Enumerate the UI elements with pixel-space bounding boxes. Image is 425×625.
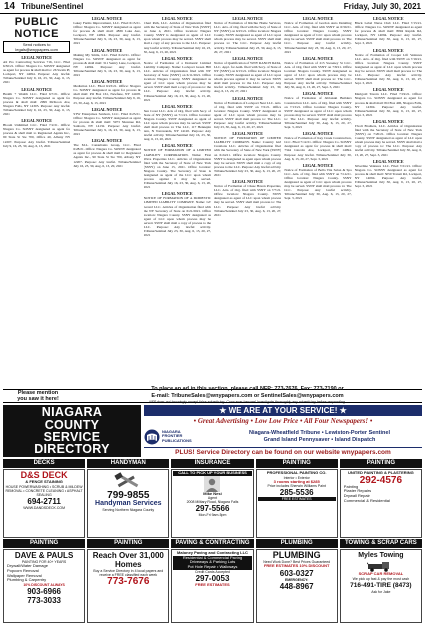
list-item: Commercial & Residential (343, 497, 390, 503)
legal-notice (214, 179, 281, 217)
category-painting: PAINTING (87, 539, 169, 548)
legal-notice-body: Alt Pro Contracting Services 716, LLC. Filed 6/30/21. Office: Niagara Co. SOSNY designated as agent for process & shall mail to: 26 Swain Pl, Lockport, NY 14094. Purpose: Any lawful. Tribune/Sentinel July 9, 16, 23, 30, Aug. 6, 13, 2021 (3, 60, 71, 85)
legal-notice-body: Health + Wealth LLC. Filed 6/7/21. Office: Niagara Co. SOSNY designated as agent for process & shall mail: 2999 McKoon Ave, Niagara Falls, NY 14305. Purpose: Any lawful. Tribune/Sentinel July 9, 16, 23, 30, Aug. 6, 13, 2021 (3, 91, 71, 117)
list-item: Pot Hole Repair • Walkways (187, 564, 238, 570)
legal-column (144, 16, 211, 388)
legal-notice-body: NOTICE OF FORMATION OF LIMITED LIABILITY COMPANY. Name: Country Girl Creations LLC. Articles of Organization filed with the Secretary of State of New York (SSNY) on 6/24/21. Office location: Niagara County. SSNY is designated as agent upon whom process may be served. SSNY shall mail a copy of any process to the LLC. Purpose: Any lawful activity. Tribune/Sentinel July 23, 30, Aug. 6, 13, 20, 27, 2021 (213, 136, 282, 177)
ad-emergency: EMERGENCY: (284, 577, 309, 582)
ad-subtitle: Buy a Service Directory in 4 local papers and receive a FREE classified each week (93, 569, 164, 577)
category-painting: PAINTING (340, 459, 422, 468)
ad-hours: Mon-Fri 9am-5pm (198, 513, 227, 518)
legal-notice-body: Notice of Formation of Jablonski Builders Construction LLC. Arts. of Org. filed with SSNY on 7/13/21. Office location: Niagara County. SSNY designated as agent of LLC upon whom process may be served. SSNY shall mail process to: The LLC. Purpose: Any lawful activity. Tribune/Sentinel July 30, Aug. 6, 13, 20, 27, Sept. 3, 2021 (284, 96, 352, 130)
legal-column (73, 16, 140, 388)
legal-notice (284, 16, 351, 54)
legal-notice-title: LEGAL NOTICE (302, 131, 334, 137)
ad-reach-homes[interactable] (87, 549, 169, 623)
legal-notice-body: Notice of Formation of Lockport Nest LLC. Arts. of Org. filed with SSNY on 7/2/21. Office location: Niagara County. SSNY designated as agent of LLC upon whom process may be served. SSNY shall mail process to: The LLC. Purpose: Any lawful activity. Tribune/Sentinel July 23, 30, Aug. 6, 13, 20, 27, 2021 (213, 100, 282, 130)
directory-title-line: COUNTY (44, 417, 100, 432)
legal-notice-body: Notice of Formation of Ritchie Home Services, LLC. Arts. of Org. filed with the Secy of State of NY (SSNY) on 6/25/21. Office location: Niagara County. SSNY designated as agent of LLC upon whom process may be served. SSNY shall mail process to: The LLC. Purpose: Any lawful activity. Tribune/Sentinel July 23, 30, Aug. 6, 13, 20, 27, 2021 (213, 21, 282, 54)
agent-name: Mike Nesi (203, 490, 222, 496)
ad-phone: 773-7676 (107, 576, 150, 587)
ad-name: Handyman Services (95, 500, 162, 507)
paper-list (217, 430, 422, 444)
paper-name: Tribune/Sentinel (21, 2, 84, 11)
legal-notice-body: NOTICE OF FORMATION OF A LIMITED LIABILITY CORPORATION. Name: First Wave Properties LLC. Articles of Organization filed with the Secretary of State of New York (SSNY) on June 15, 2021. Office location: Niagara County. The Secretary of State is designated as agent of the LLC upon whom process against it may be served. Tribune/Sentinel July 16, 23, 30, Aug. 6, 13, 20, 2021 (143, 148, 211, 190)
ad-free: FREE ESTIMATES (195, 581, 230, 587)
legal-notice (3, 55, 70, 85)
papers-row (144, 426, 422, 448)
ad-headline: Reach Over 31,000 Homes (92, 551, 164, 569)
legal-notice-title: LEGAL NOTICE (302, 55, 334, 61)
legal-notice-title: LEGAL NOTICE (373, 158, 404, 164)
website-note[interactable]: PLUS! Service Directory can be found on our website wnypapers.com (175, 449, 391, 456)
legal-notice (73, 138, 140, 168)
ad-line: 3 rooms starting at $285 (273, 478, 320, 484)
category-painting: PAINTING (256, 459, 338, 468)
ad-note: FREE ESTIMATES (258, 497, 336, 501)
legal-notice-title: LEGAL NOTICE (373, 118, 404, 124)
list-item: Wallpaper Removal (7, 572, 42, 578)
category-towing: TOWING & SCRAP CARS (340, 539, 422, 548)
ad-name: UNITED PAINTING & PLASTERING (348, 470, 414, 475)
ad-phone: 694-2711 (27, 496, 61, 506)
list-item: Driveways & Parking Lots (189, 559, 236, 565)
directory-title (3, 405, 141, 457)
ad-service-list (5, 564, 83, 583)
legal-notice-title: LEGAL NOTICE (162, 16, 193, 21)
contact-fine-print: NFP does not knowingly accept false advertising. Consumer beware! Investigate thoroughly any advertising before responding. (149, 400, 346, 405)
nfp-logo (144, 429, 214, 445)
legal-notice-title: LEGAL NOTICE (373, 16, 404, 21)
waterfall-logo-icon (144, 429, 160, 445)
legal-notice-body: The M.L. Consultants Group, LLC. Filed 6/28/21. Office: Niagara Co. SOSNY designated as agent for process & shall mail to: Registered Agents Inc., 90 State St Ste 700, Albany NY 12207. Purpose: Any lawful. Tribune/Sentinel July 16, 23, 30, Aug. 6, 13, 20, 2021 (73, 143, 141, 168)
directory-title-line: NIAGARA (41, 405, 103, 420)
ad-name: Myles Towing (358, 552, 404, 559)
contact-phone-line: To place an ad in this section, please call NFP: 773-7676, Fax: 773-7190 or (151, 386, 344, 393)
legal-notice (355, 159, 422, 189)
ad-myles-towing[interactable] (340, 549, 422, 623)
advertise-tagline: • Great Advertising • Low Low Price • All Four Newspapers! • (193, 417, 373, 425)
legal-notice (73, 107, 140, 137)
ad-note: Credit Cards Accepted (194, 569, 230, 574)
legal-notice (144, 104, 211, 142)
ad-phone: 716-491-TIRE (8473) (350, 581, 412, 589)
contact-bar (3, 386, 422, 405)
legal-notice-body: Notice of Formation of Key Creek Construction, LLC. Filed 7/12/21. Office: Niagara Co. SOSNY designated as agent for process & shall mail: 7344 Lincoln Ave, Lockport, NY 14094. Purpose: Any lawful. Tribune/Sentinel July 30, Aug. 6, 13, 20, 27, Sept. 3, 2021 (284, 136, 352, 161)
list-item: Drywall Repair (343, 493, 370, 499)
ad-name: PROFESSIONAL PAINTING CO. (266, 470, 327, 475)
ad-name: PLUMBING (272, 550, 321, 560)
page-header (0, 0, 425, 14)
legal-notice-title: LEGAL NOTICE (373, 47, 404, 53)
mention-tag (3, 390, 73, 402)
logo-line: PUBLICATIONS (162, 437, 192, 443)
advertise-heading: ★ WE ARE AT YOUR SERVICE! ★ (144, 405, 422, 416)
legal-notice-title: LEGAL NOTICE (302, 91, 334, 97)
legal-notice (355, 48, 422, 86)
ad-insurance[interactable] (171, 469, 253, 538)
legal-notice-title: LEGAL NOTICE (232, 55, 263, 61)
legal-notice-title: LEGAL NOTICE (162, 143, 193, 149)
legal-notice (144, 191, 211, 237)
ad-subtitle: Need Work Done? Best Prices Guaranteed (263, 560, 331, 564)
logo-line: NIAGARA (162, 428, 181, 434)
ad-contact-name: Ask for Jake (371, 589, 391, 594)
directory-banner (3, 405, 422, 457)
legal-notice (284, 91, 351, 129)
tools-icon (113, 471, 143, 491)
legal-notice-body: Notice of Formation of Cooper Lift Ventures LLC. Arts. of Org. filed with SSNY on 7/16/21. Office location: Niagara County. SSNY designated as agent of LLC upon whom process may be served. SSNY shall mail process to: The LLC. Purpose: Any lawful activity. Tribune/Sentinel July 30, Aug. 6, 13, 20, 27, Sept. 3, 2021 (354, 52, 422, 86)
legal-notice-title: LEGAL NOTICE (91, 79, 123, 85)
list-item: Drywall/Water Damage (7, 563, 48, 568)
legal-notice (214, 131, 281, 177)
category-paving: PAVING & CONTRACTING (171, 539, 253, 548)
legal-notice-body: Mediation LLC. Filed 6/23/21. Office: Niagara Co. SOSNY designated as agent for process & shall mail: PO Box 161, Newfane, NY 14108. Purpose: Any lawful. Tribune/Sentinel July 9, 16, 23, 30, Aug. 6, 13, 2021 (73, 84, 141, 105)
legal-notice-body: Silverline Ventures LLC. Filed 7/21/21. Office: Niagara Co. SOSNY designated as agent for process & shall mail: 5050 Transit Rd, Lockport, NY 14094. Purpose: Any lawful. Tribune/Sentinel July 30, Aug. 6, 13, 20, 27, Sept. 3, 2021 (354, 163, 422, 189)
ad-deck-staining[interactable] (3, 469, 85, 538)
legal-notice-body: Notice of Formation of Gordon Auto Detailing LLC. Arts. of Org. filed with SSNY on 6/30/21. Office location: Niagara County. SSNY designated as agent of LLC upon whom process may be served. SSNY shall mail process to: The LLC. Purpose: Any lawful activity. Tribune/Sentinel July 23, 30, Aug. 6, 13, 20, 27, 2021 (284, 21, 352, 54)
legal-notice (214, 96, 281, 130)
ad-plumbing[interactable] (256, 549, 338, 623)
contact-email-line[interactable]: E-mail: TribuneSales@wnypapers.com or SentinelSales@wnypapers.com (151, 392, 344, 399)
ad-phone: 297-5566 (195, 504, 230, 514)
contact-info (73, 386, 422, 406)
legal-notice-title: LEGAL NOTICE (91, 47, 123, 53)
list-item: Residential & Commercial Paving (182, 554, 243, 560)
category-painting: PAINTING (3, 539, 85, 548)
legal-notice-title: LEGAL NOTICE (302, 16, 334, 21)
ad-line: Price includes Sherwin Williams Paint (267, 484, 326, 489)
category-plumbing: PLUMBING (256, 539, 338, 548)
ad-line: Interior • Exterior (283, 475, 310, 480)
legal-notice (284, 56, 351, 90)
category-insurance: INSURANCE (171, 459, 253, 468)
ad-phone: 292-4576 (359, 474, 403, 486)
ad-phone: 603-0327 (279, 568, 314, 578)
ad-line: We pick up fast & pay the most cash (352, 576, 410, 581)
legal-notice-body: Black Label Nurse Club LLC. Filed 7/15/21. Office: Niagara Co. SOSNY designated as agent for process & shall mail: 8094 Rapids Rd, Lockport, NY 14094. Purpose: Any lawful. Tribune/Sentinel July 30, Aug. 6, 13, 20, 27, Sept. 3, 2021 (354, 21, 422, 46)
legal-notice-title: LEGAL NOTICE (232, 179, 263, 185)
legal-notice (3, 118, 70, 148)
service-directory-grid (3, 459, 422, 623)
legal-notice-body: Chart Path, LLC. Articles of Organization filed with the Secretary of State of New York (SSNY) on June 4, 2021. Office location: Niagara County. SSNY is designated as agent of LLC upon whom process may be served. SSNY shall mail a copy of any process to the LLC. Purpose: Any lawful activity. Tribune/Sentinel July 16, 23, 30, Aug. 6, 13, 20, 2021 (143, 21, 211, 54)
legal-notice-body: Notice of Formation of a Domestic Limited Liability Company. Name: Lockport Green Hill LLC. Articles of Organization filed with NY Secretary of State (SSNY) on 6/11/2021. Office location: Niagara County. SSNY designated as agent of LLC upon whom process may be served. SSNY shall mail a copy of process to: the LLC. Purpose: Any lawful activity. Tribune/Sentinel July 16, 23, 30, Aug. 6, 13, 20, 2021 (143, 60, 211, 102)
legal-notice (144, 16, 211, 54)
list-item: Popcorn Removal (7, 567, 39, 573)
legal-notice (355, 16, 422, 46)
legal-notice-title: LEGAL NOTICE (232, 16, 263, 21)
legal-notice-title: LEGAL NOTICE (232, 131, 263, 137)
legal-notice-body: Notice of Formation of Chase Haven Properties, LLC. Arts. of Org. filed with SSNY on 7/7/21. Office location: Niagara County. SSNY designated as agent of LLC upon whom process may be served. SSNY shall mail process to: The LLC. Purpose: Any lawful activity. Tribune/Sentinel July 23, 30, Aug. 6, 13, 20, 27, 2021 (213, 184, 282, 217)
ad-service-list (173, 556, 251, 570)
ad-service-list (342, 485, 420, 504)
legal-notice-body: Sun Coast LLC. Arts of Org. filed with Secy. of State of NY (SSNY) on 7/1/21. Office location: Niagara County. SSNY designated as agent of LLC upon whom process may be served. SSNY shall mail process to: The LLC, 117 Hennepin Ave, N Tonawanda, NY 14120. Purpose: Any lawful activity. Tribune/Sentinel July 16, 23, 30, Aug. 6, 13, 20, 2021 (143, 108, 211, 142)
legal-notice-body: NOTICE OF FORMATION OF A DOMESTIC LIMITED LIABILITY COMPANY. Name: GT Gravel LLC. Articles of Organization filed with the NY Secretary of State on 6/21/2021. Office location: Niagara County. SSNY designated as agent of LLC upon whom process may be served. SSNY shall mail a copy of process to the LLC. Purpose: Any lawful activity. Tribune/Sentinel July 23, 30, Aug. 6, 13, 20, 27, 2021 (143, 196, 211, 238)
list-item: Painting (343, 483, 359, 489)
legal-notice-body: Tivoli Brothers, LLC. Articles of Organization filed with the Secretary of State of New York (SSNY) on 7/20/21. Office location: Niagara County. SSNY designated as agent of LLC upon whom process may be served. SSNY shall mail a copy of process to: The LLC. Purpose: Any lawful activity. Tribune/Sentinel July 30, Aug. 6, 13, 20, 27, Sept. 3, 2021 (354, 123, 422, 157)
ad-phone: 799-9855 (107, 490, 150, 501)
advertise-box (141, 405, 422, 457)
ad-name: DAVE & PAULS (14, 551, 74, 560)
ad-name: Maloney Paving and Contracting LLC (177, 550, 248, 555)
legal-notice-title: LEGAL NOTICE (91, 106, 123, 112)
legal-notice-body: Bloom Unlimited LLC. Filed 7/2/21. Office: Niagara Co. SOSNY designated as agent for process & shall mail to Registered Agents Inc., 90 State St Ste 700, Office 40, Albany NY 12207. Purpose: Any lawful. Tribune/Sentinel July 9, 16, 23, 30, Aug. 6, 13, 2021 (3, 123, 71, 148)
ad-subtitle: & FENCE STAINING (25, 479, 63, 484)
legal-notice-title: LEGAL NOTICE (21, 55, 52, 60)
public-notice-title: PUBLIC NOTICE (14, 16, 59, 40)
legal-notice-body: Making My Smile, LLC. Filed 6/22/21. Office: Niagara Co. SOSNY designated as agent for process & shall mail: 311 Sentry Lane, Lockport, NY 14094. Purpose: Any lawful. Tribune/Sentinel July 9, 16, 23, 30, Aug. 6, 13, 2021 (73, 52, 141, 78)
ad-maloney-paving[interactable] (171, 549, 253, 623)
legal-column (214, 16, 281, 388)
legal-notice (355, 119, 422, 157)
ad-phone: 448-8967 (279, 581, 314, 591)
legal-column (3, 16, 70, 388)
ad-dave-pauls-painting[interactable] (3, 549, 85, 623)
ad-phone: 297-0053 (195, 573, 230, 583)
agent-title: Agent (207, 496, 218, 501)
agent-photo-icon (204, 476, 220, 492)
list-item: Plaster Repairs (343, 488, 372, 494)
legal-notice-title: LEGAL NOTICE (162, 191, 193, 197)
legal-notice-title: LEGAL NOTICE (302, 162, 334, 168)
legal-notice-title: LEGAL NOTICE (91, 16, 123, 21)
ad-website[interactable]: WWW.DANDSDECK.COM (23, 505, 65, 510)
legal-notice-title: LEGAL NOTICE (232, 95, 263, 101)
legal-notice (284, 131, 351, 161)
agent-address: 2008 Military Road, Niagara Falls (186, 500, 239, 505)
legal-notice-body: Notice of Qualification of WNY RANCH DATA, LLC. Appl. for Auth. filed with Secy. of State of NY (SSNY) on 6/15/21. Office location: Niagara County. SSNY designated as agent of LLC upon whom process against it may be served. SSNY shall mail process to: the LLC. Purpose: Any lawful activity. Tribune/Sentinel July 23, 30, Aug. 6, 13, 20, 27, 2021 (213, 60, 282, 94)
ad-services: HOUSE POWERWASHING • SCRUB & MILDEW REMOVAL • CONCRETE CLEANING • ASPHALT SEALING (5, 484, 83, 497)
ad-phone: 773-3033 (27, 596, 61, 606)
legal-notice-body: Marigold Tavern LLC. Filed 7/19/21. Office: Niagara Co. SOSNY designated as agent for process & shall mail: PO Box 406, Niagara Falls, NY 14304. Purpose: Any lawful. Tribune/Sentinel July 30, Aug. 6, 13, 20, 27, Sept. 3, 2021 (354, 92, 422, 117)
legal-notice (144, 143, 211, 189)
legal-notice (144, 56, 211, 102)
legal-notices-section (3, 16, 422, 388)
legal-notice (73, 16, 140, 46)
legal-notice-title: LEGAL NOTICE (21, 86, 52, 92)
legal-notice-title: LEGAL NOTICE (373, 87, 404, 93)
legal-notice-title: LEGAL NOTICE (21, 118, 52, 124)
ad-phone: 903-6966 (27, 587, 61, 597)
category-decks: DECKS (3, 459, 85, 468)
ad-professional-painting[interactable] (256, 469, 338, 538)
page-number: 14 (4, 1, 16, 12)
mention-line-2: you saw it here! (17, 396, 59, 402)
directory-title-line: SERVICE (43, 430, 101, 444)
legal-notice (284, 163, 351, 201)
ad-phone: 285-5536 (279, 488, 314, 498)
legal-notice-body: Lakey Farms Improvement, LLC. Filed 6/15/21. Office: Niagara Co. SOSNY designated as agent for process & shall mail: 4836 Lake Ave, Lockport, NY 14094. Purpose: Any lawful. Tribune/Sentinel July 9, 16, 23, 30, Aug. 6, 13, 2021 (73, 21, 141, 46)
list-item: Plumbing & Carpentry (7, 577, 47, 583)
paper-list-line: Grand Island Pennysaver • Island Dispatch (263, 436, 376, 443)
legal-column (284, 16, 351, 388)
directory-title-line: DIRECTORY (34, 442, 110, 457)
legal-notice (3, 87, 70, 117)
legal-notice-title: LEGAL NOTICE (162, 55, 193, 61)
legal-column (355, 16, 422, 388)
legal-notice (214, 56, 281, 94)
legal-notice (355, 87, 422, 117)
legal-notice (73, 48, 140, 78)
ad-note: 10% DISCOUNT ALWAYS (23, 583, 65, 588)
category-handyman: HANDYMAN (87, 459, 169, 468)
ad-name: D&S DECK (20, 470, 68, 480)
public-notice-email: Send notices to legals@wnypapers.com (3, 41, 70, 53)
mention-line-1: Please mention (17, 390, 59, 396)
legal-notice-title: LEGAL NOTICE (162, 103, 193, 109)
ad-subtitle: SCRAP CAR REMOVAL (358, 571, 404, 576)
legal-notice (73, 79, 140, 104)
ad-note: FREE ESTIMATES 10% DISCOUNT (263, 563, 330, 568)
legal-notice-title: LEGAL NOTICE (91, 138, 123, 144)
logo-line: FRONTIER (162, 433, 183, 439)
ad-subtitle: Serving Northern Niagara County (102, 508, 155, 512)
ad-subtitle: PAINTING FOR 40+ YEARS (21, 560, 67, 564)
legal-notice-body: STW Enterprises Sanborn, LLC. Filed 6/23/21. Office: Niagara Co. SOSNY designated as agent for process & shall mail: 5973 Shawnee Rd, Sanborn, NY 14132. Purpose: Any lawful. Tribune/Sentinel July 9, 16, 23, 30, Aug. 6, 13, 2021 (73, 111, 141, 137)
legal-notice-body: Notice of Formation of Bella Vita Salon & Spa LLC. Arts. of Org. filed with SSNY on 7/14/21. Office location: Niagara County. SSNY designated as agent of LLC upon whom process may be served. SSNY shall mail process to: The LLC. Purpose: Any lawful activity. Tribune/Sentinel July 30, Aug. 6, 13, 20, 27, Sept. 3, 2021 (284, 167, 352, 201)
ad-united-painting[interactable] (340, 469, 422, 538)
ad-headline: CALL TO PICK UP YOUR BUSINESS (173, 471, 251, 476)
paper-list-line: Niagara-Wheatfield Tribune • Lewiston-Porter Sentinel (249, 429, 390, 436)
legal-notice-body: Notice of Formation of 215 Sweeney St LLC. Arts. of Org. filed with SSNY on 7/8/21. Office location: Niagara County. SSNY designated as agent of LLC upon whom process may be served. SSNY shall mail process to: The LLC. Purpose: Any lawful activity. Tribune/Sentinel July 30, Aug. 6, 13, 20, 27, Sept. 3, 2021 (284, 60, 352, 90)
issue-date: Friday, July 30, 2021 (343, 2, 421, 11)
ad-handyman[interactable] (87, 469, 169, 538)
legal-notice (214, 16, 281, 54)
